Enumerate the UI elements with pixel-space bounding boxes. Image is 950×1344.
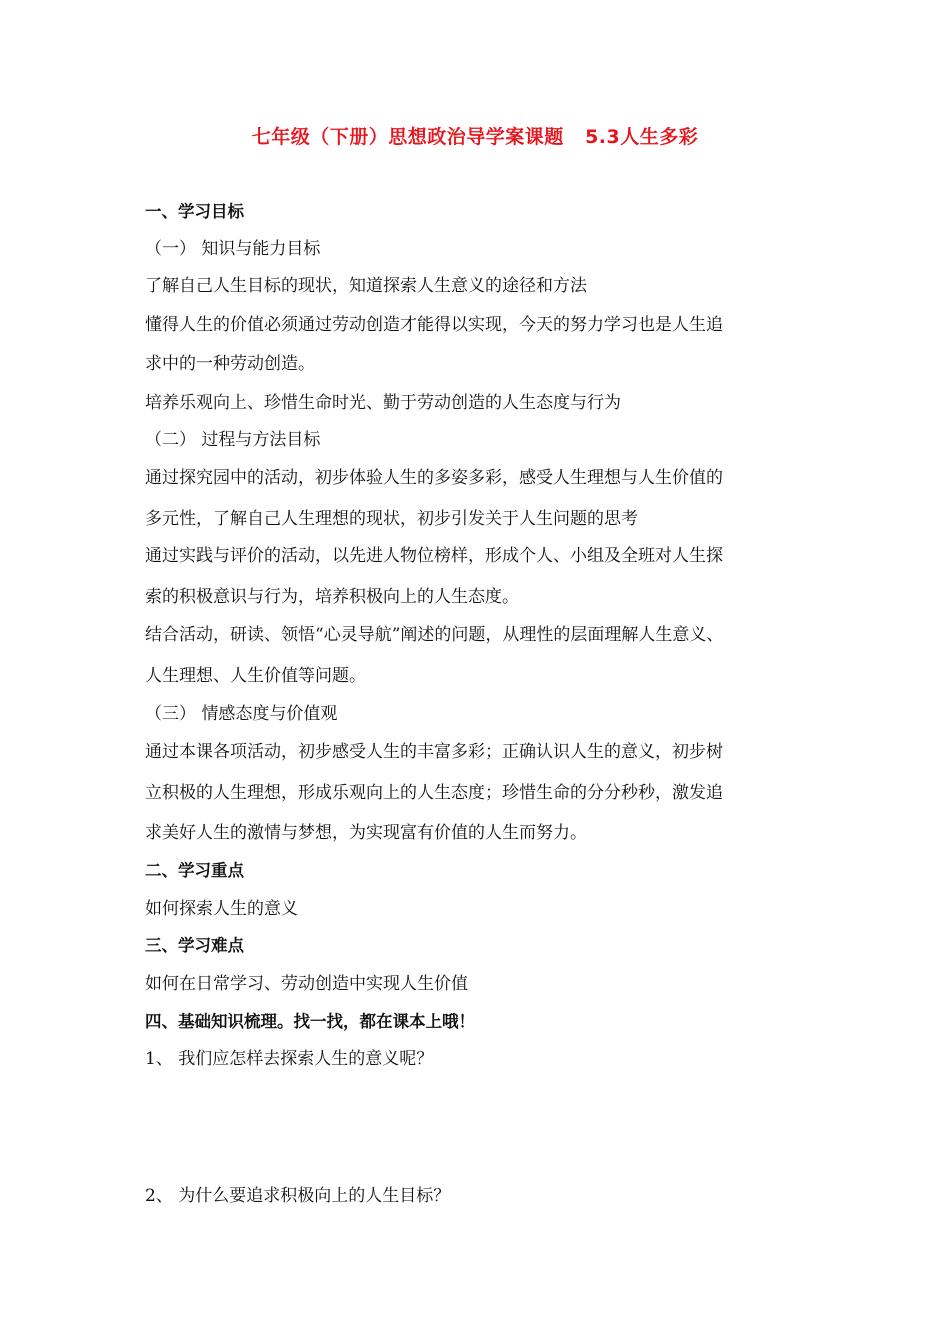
body-text-line: 通过本课各项活动，初步感受人生的丰富多彩；正确认识人生的意义，初步树 (145, 742, 723, 762)
body-text-line: 懂得人生的价值必须通过劳动创造才能得以实现，今天的努力学习也是人生追 (145, 315, 723, 335)
section-heading-key-points: 二、学习重点 (145, 861, 244, 880)
subsection-heading: （三） 情感态度与价值观 (145, 704, 338, 724)
document-title: 七年级（下册）思想政治导学案课题 5.3人生多彩 (251, 126, 699, 148)
section-heading-basics: 四、基础知识梳理。找一找，都在课本上哦！ (145, 1012, 475, 1031)
section-heading-difficulties: 三、学习难点 (145, 936, 244, 955)
body-text-line: 培养乐观向上、珍惜生命时光、勤于劳动创造的人生态度与行为 (145, 393, 621, 413)
body-text-line: 多元性，了解自己人生理想的现状，初步引发关于人生问题的思考 (145, 509, 638, 529)
question-2: 2、 为什么要追求积极向上的人生目标？ (145, 1186, 451, 1206)
body-text-line: 如何在日常学习、劳动创造中实现人生价值 (145, 974, 468, 994)
body-text-line: 索的积极意识与行为，培养积极向上的人生态度。 (145, 587, 519, 607)
body-text-line: 求中的一种劳动创造。 (145, 354, 315, 374)
body-text-line: 人生理想、人生价值等问题。 (145, 666, 366, 686)
subsection-heading: （二） 过程与方法目标 (145, 430, 321, 450)
body-text-line: 如何探索人生的意义 (145, 899, 298, 919)
body-text-line: 立积极的人生理想，形成乐观向上的人生态度；珍惜生命的分分秒秒，激发追 (145, 783, 723, 803)
body-text-line: 求美好人生的激情与梦想，为实现富有价值的人生而努力。 (145, 823, 587, 843)
subsection-heading: （一） 知识与能力目标 (145, 239, 321, 259)
body-text-line: 通过探究园中的活动，初步体验人生的多姿多彩，感受人生理想与人生价值的 (145, 468, 723, 488)
body-text-line: 了解自己人生目标的现状，知道探索人生意义的途径和方法 (145, 276, 587, 296)
body-text-line: 结合活动，研读、领悟“心灵导航”阐述的问题，从理性的层面理解人生意义、 (145, 625, 724, 645)
question-1: 1、 我们应怎样去探索人生的意义呢？ (145, 1049, 434, 1069)
section-heading-goals: 一、学习目标 (145, 202, 244, 221)
body-text-line: 通过实践与评价的活动，以先进人物位榜样，形成个人、小组及全班对人生探 (145, 546, 723, 566)
